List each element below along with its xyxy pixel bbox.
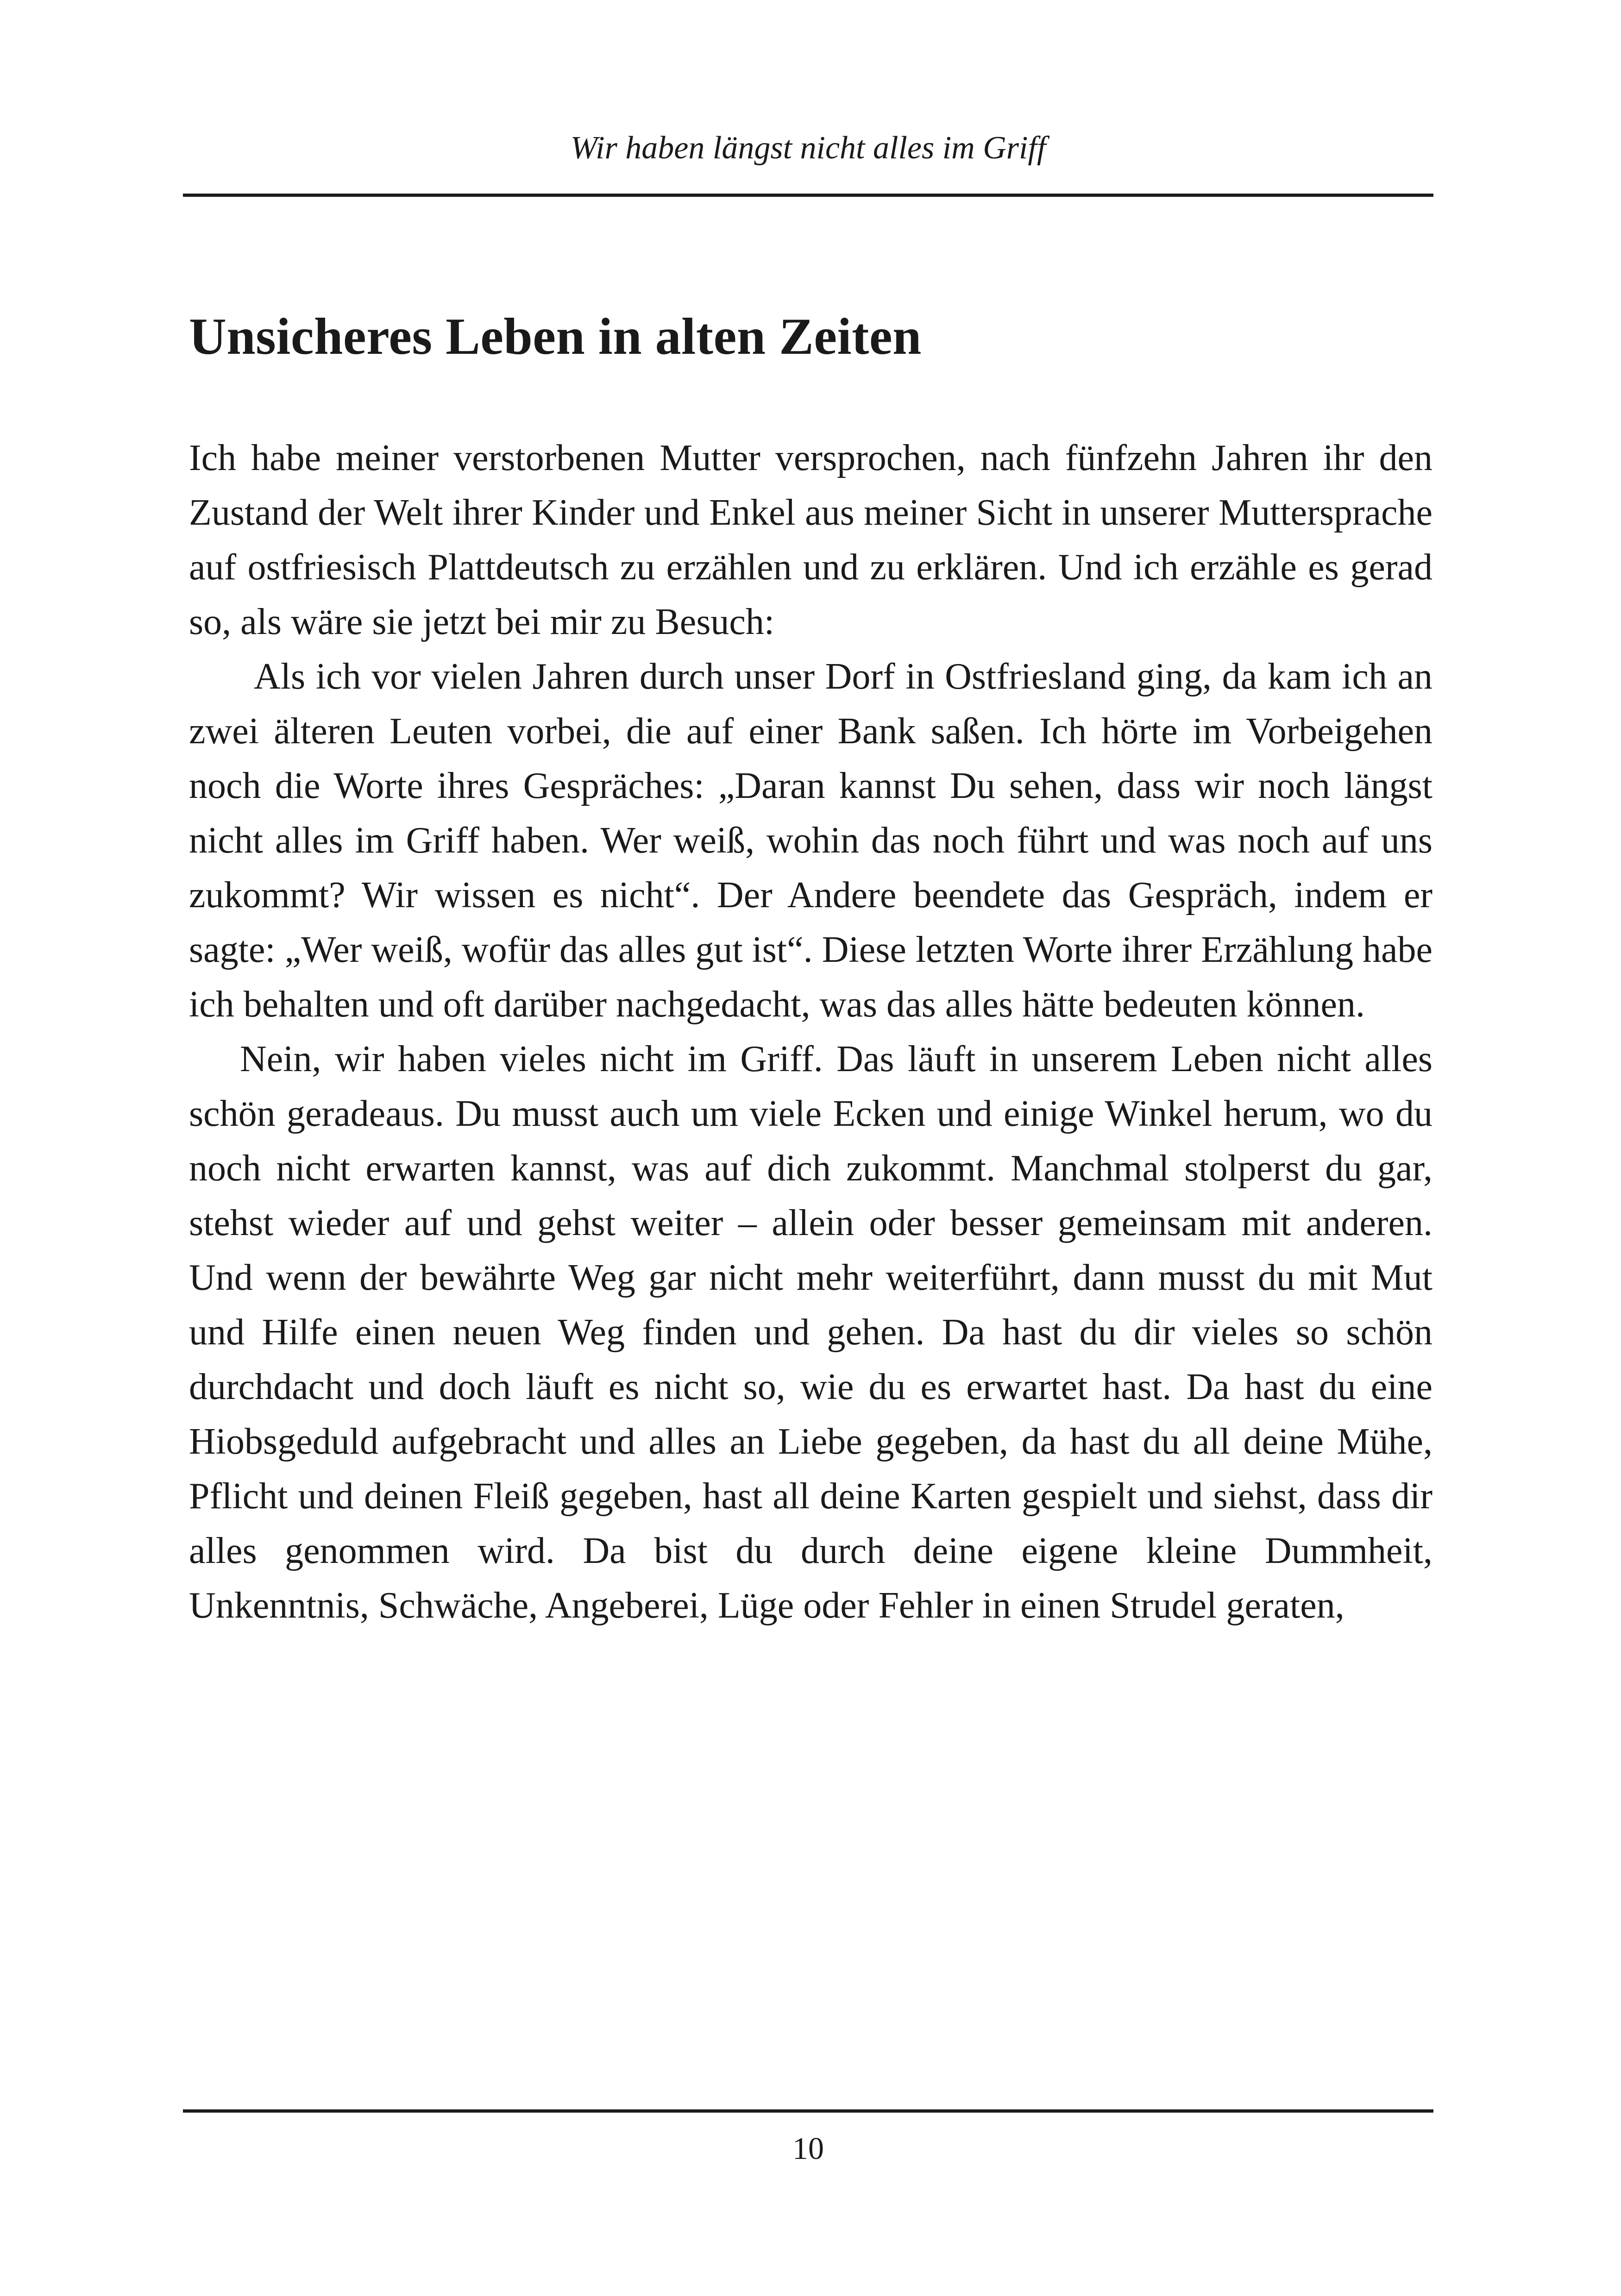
running-header: Wir haben längst nicht alles im Griff [570,130,1046,166]
body-text [189,431,1433,1633]
chapter-title: Unsicheres Leben in alten Zeiten [189,308,922,365]
page-number: 10 [792,2131,824,2166]
paragraph: Nein, wir haben vieles nicht im Griff. Das läuft in unserem Leben nicht alles schön geradeaus. Du musst auch um viele Ecken und einige Winkel herum, wo du noch nicht erwarten kannst, was auf dich zukommt. Manchmal stolperst du gar, stehst wieder auf und gehst weiter – allein oder besser gemeinsam mit anderen. Und wenn der bewährte Weg gar nicht mehr weiterführt, dann musst du mit Mut und Hilfe einen neuen Weg finden und gehen. Da hast du dir vieles so schön durchdacht und doch läuft es nicht so, wie du es erwartet hast. Da hast du eine Hiobsgeduld aufgebracht und alles an Liebe gegeben, da hast du all deine Mühe, Pflicht und deinen Fleiß gegeben, hast all deine Karten gespielt und siehst, dass dir alles genommen wird. Da bist du durch deine eigene kleine Dummheit, Unkenntnis, Schwäche, Angeberei, Lüge oder Fehler in einen Strudel geraten, [189,1039,1433,1626]
paragraph: Als ich vor vielen Jahren durch unser Dorf in Ostfriesland ging, da kam ich an zwei älteren Leuten vorbei, die auf einer Bank saßen. Ich hörte im Vorbeigehen noch die Worte ihres Gespräches: „Daran kannst Du sehen, dass wir noch längst nicht alles im Griff haben. Wer weiß, wohin das noch führt und was noch auf uns zukommt? Wir wissen es nicht“. Der Andere beendete das Gespräch, indem er sagte: „Wer weiß, wofür das alles gut ist“. Diese letzten Worte ihrer Erzählung habe ich behalten und oft darüber nachgedacht, was das alles hätte bedeuten können. [189,656,1433,1025]
header-rule [183,194,1433,197]
paragraph: Ich habe meiner verstorbenen Mutter versprochen, nach fünfzehn Jahren ihr den Zustand der Welt ihrer Kinder und Enkel aus meiner Sicht in unserer Muttersprache auf ostfriesisch Plattdeutsch zu erzählen und zu erklären. Und ich erzähle es gerad so, als wäre sie jetzt bei mir zu Besuch: [189,438,1433,642]
footer-rule [183,2109,1433,2113]
